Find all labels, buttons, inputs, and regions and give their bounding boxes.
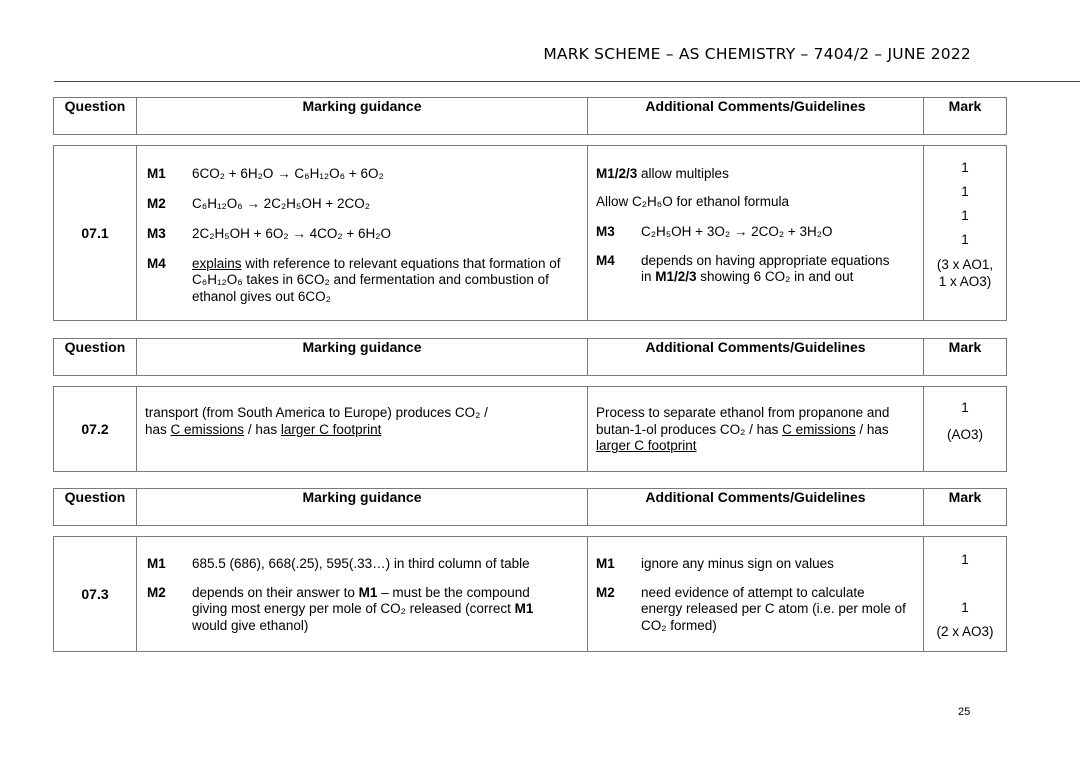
comments-cell: M1 ignore any minus sign on values M2 need evidence of attempt to calculate energy released per C atom (i.e. per mole of CO₂ formed) — [588, 537, 924, 652]
mark-ao: (3 x AO1, — [936, 257, 994, 272]
mark-cell — [924, 387, 1007, 472]
header-rule — [54, 81, 1080, 82]
col-question-header: Question — [54, 489, 137, 526]
mark-ao: (AO3) — [946, 427, 983, 442]
guidance-line-2: has C emissions / has larger C footprint — [145, 422, 382, 437]
mark-value: 1 — [961, 600, 969, 615]
col-question-header: Question — [54, 339, 137, 376]
comment-line-2: butan-1-ol produces CO₂ / has C emissions / has — [596, 422, 889, 437]
comment-line-3: larger C footprint — [596, 438, 697, 453]
col-mark-header: Mark — [924, 339, 1007, 376]
col-comments-header: Additional Comments/Guidelines — [588, 339, 924, 376]
mark-value: 1 — [961, 184, 969, 199]
column-header-table-1 — [53, 97, 1007, 135]
page-number: 25 — [958, 706, 971, 718]
mark-cell — [924, 537, 1007, 652]
comments-cell — [588, 387, 924, 472]
question-number: 07.1 — [54, 146, 137, 321]
marking-guidance-cell — [137, 387, 588, 472]
comments-cell: M1/2/3 allow multiples Allow C₂H₆O for ethanol formula M3 C₂H₅OH + 3O₂ → 2CO₂ + 3H₂O M4 depends on having appropriate equations in M1/2/3 showing 6 CO₂ in and out — [588, 146, 924, 321]
column-header-table-3 — [53, 488, 1007, 526]
col-guidance-header: Marking guidance — [137, 339, 588, 376]
mark-cell — [924, 146, 1007, 321]
col-guidance-header: Marking guidance — [137, 489, 588, 526]
page-header-title: MARK SCHEME – AS CHEMISTRY – 7404/2 – JUNE 2022 — [543, 45, 971, 63]
marking-guidance-cell: M1 685.5 (686), 668(.25), 595(.33…) in third column of table M2 depends on their answer to M1 – must be the compound giving most energy per mole of CO₂ released (correct M1 would give ethanol) — [137, 537, 588, 652]
mark-value: 1 — [961, 552, 969, 567]
question-07-2-table — [53, 386, 1007, 472]
col-comments-header: Additional Comments/Guidelines — [588, 489, 924, 526]
column-header-table-2 — [53, 338, 1007, 376]
col-question-header: Question — [54, 98, 137, 135]
question-number: 07.2 — [54, 387, 137, 472]
guidance-line-1: transport (from South America to Europe) produces CO₂ / — [145, 405, 488, 420]
question-07-1-table — [53, 145, 1007, 321]
question-number: 07.3 — [54, 537, 137, 652]
comment-line-2: Allow C₂H₆O for ethanol formula — [596, 194, 790, 209]
mark-value: 1 — [961, 232, 969, 247]
col-mark-header: Mark — [924, 98, 1007, 135]
col-comments-header: Additional Comments/Guidelines — [588, 98, 924, 135]
mark-ao: (2 x AO3) — [936, 624, 994, 639]
col-guidance-header: Marking guidance — [137, 98, 588, 135]
marking-guidance-cell: M1 6CO₂ + 6H₂O → C₆H₁₂O₆ + 6O₂ M2 C₆H₁₂O₆ → 2C₂H₅OH + 2CO₂ M3 2C₂H₅OH + 6O₂ → 4CO₂ + 6H₂O M4 explains with reference to relevant equations that formation of C₆H₁₂O₆ takes in 6CO₂ and fermentation and combustion of ethanol gives out 6CO₂ — [137, 146, 588, 321]
mark-value: 1 — [961, 160, 969, 175]
question-07-3-table — [53, 536, 1007, 652]
mark-ao: 1 x AO3) — [938, 274, 992, 289]
comment-line-1: Process to separate ethanol from propanone and — [596, 405, 890, 420]
col-mark-header: Mark — [924, 489, 1007, 526]
mark-value: 1 — [961, 208, 969, 223]
mark-value: 1 — [961, 400, 969, 415]
comment-line-1: M1/2/3 allow multiples — [596, 166, 729, 181]
